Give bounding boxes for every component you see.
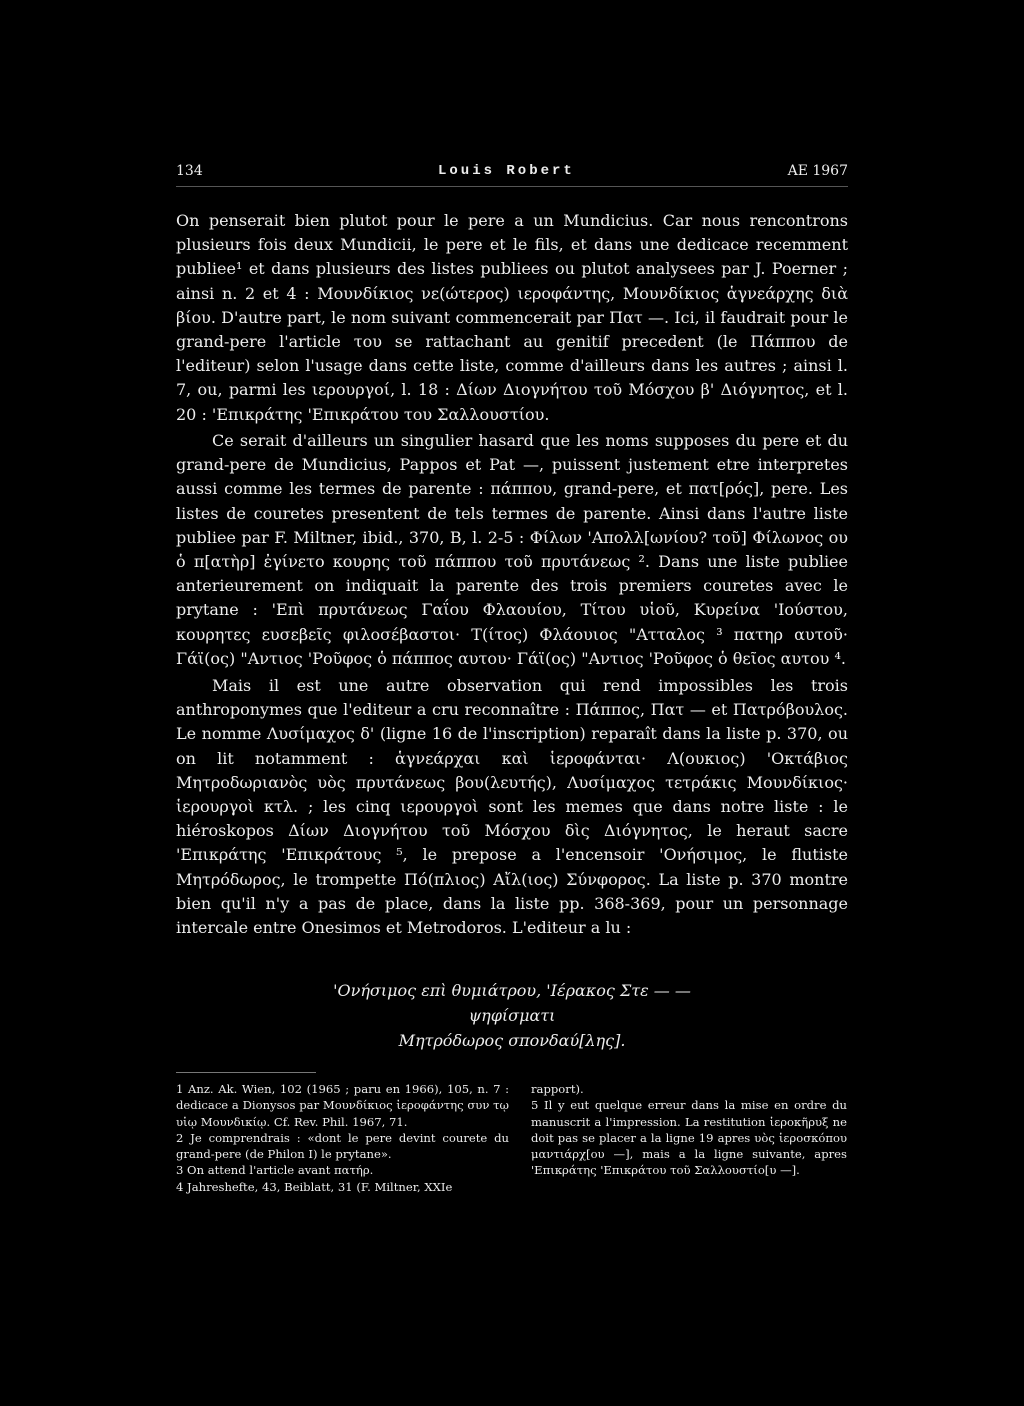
paragraph-text: On penserait bien plutot pour le pere a un Mundicius. Car nous rencontrons plusieurs fois deux Mundicii, le pere et le fils, et dans une dedicace recemment publiee¹ et dans plusieurs des listes publiees ou plutot analysees par J. Poerner ; ainsi n. 2 et 4 : Μουνδίκιος νε(ώτερος) ιεροφάντης, Μουνδίκιος ἁγνεάρχης διὰ βίου. D'autre part, le nom suivant commencerait par Πατ —. Ici, il faudrait pour le grand-pere l'article του se rattachant au genitif precedent (le Πάππου de l'editeur) selon l'usage dans cette liste, comme d'ailleurs dans les autres ; ainsi l. 7, ou, parmi les ιερουργοί, l. 18 : Δίων Διογνήτου τοῦ Μόσχου β' Διόγνητος, et l. 20 : 'Επικράτης 'Επικράτου του Σαλλουστίου.	[176, 211, 848, 424]
paragraph-text: Ce serait d'ailleurs un singulier hasard que les noms supposes du pere et du grand-pere de Mundicius, Pappos et Pat —, puissent justement etre interpretes aussi comme les termes de parente : πάππου, grand-pere, et πατ[ρός], pere. Les listes de couretes presentent de tels termes de parente. Ainsi dans l'autre liste publiee par F. Miltner, ibid., 370, B, l. 2-5 : Φίλων 'Απολλ[ωνίου? τοῦ] Φίλωνος ου ὁ π[ατὴρ] ἐγίνετο κουρης τοῦ πάππου τοῦ πρυτάνεως ². Dans une liste publiee anterieurement on indiquait la parente des trois premiers couretes avec le prytane : 'Επὶ πρυτάνεως Γαΐου Φλαουίου, Τίτου υἱοῦ, Κυρείνα 'Ιούστου, κουρητες ευσεβεῖς φιλοσέβαστοι· Τ(ίτος) Φλάουιος "Ατταλος ³ πατηρ αυτοῦ· Γάϊ(ος) "Αντιος 'Ροῦφος ὁ πάππος αυτου· Γάϊ(ος) "Αντιος 'Ροῦφος ὁ θεῖος αυτου ⁴.	[176, 431, 848, 668]
running-title: Louis Robert	[438, 163, 575, 179]
page-number: 134	[176, 163, 203, 179]
inscription-quote	[0, 978, 1024, 1053]
quote-line-2: ψηφίσματι	[468, 1006, 556, 1025]
running-header	[176, 163, 848, 183]
footnotes-left-column	[176, 1081, 509, 1195]
paragraph-text: Mais il est une autre observation qui rend impossibles les trois anthroponymes que l'editeur a cru reconnaître : Πάππος, Πατ — et Πατρόβουλος. Le nomme Λυσίμαχος δ' (ligne 16 de l'inscription) reparaît dans la liste p. 370, ou on lit notamment : ἁγνεάρχαι καὶ ἱεροφάνται· Λ(ουκιος) 'Οκτάβιος Μητροδωριανὸς υὸς πρυτάνεως βου(λευτής), Λυσίμαχος τετράκις Μουνδίκιος· ἱερουργοὶ κτλ. ; les cinq ιερουργοὶ sont les memes que dans notre liste : le hiéroskopos Δίων Διογνήτου τοῦ Μόσχου δὶς Διόγνητος, le heraut sacre 'Επικράτης 'Επικράτους ⁵, le prepose a l'encensoir 'Ονήσιμος, le flutiste Μητρόδωρος, le trompette Πό(πλιος) Αἴλ(ιος) Σύνφορος. La liste p. 370 montre bien qu'il n'y a pas de place, dans la liste pp. 368-369, pour un personnage intercale entre Onesimos et Metrodoros. L'editeur a lu :	[176, 676, 848, 938]
footnote-4-cont: rapport).	[531, 1082, 584, 1096]
footnote-1: 1 Anz. Ak. Wien, 102 (1965 ; paru en 1966), 105, n. 7 : dedicace a Dionysos par Μουνδίκιος ἱεροφάντης συν τῳ υἱῳ Μουνδικίῳ. Cf. Rev. Phil. 1967, 71.	[176, 1082, 509, 1129]
footnote-5: 5 Il y eut quelque erreur dans la mise en ordre du manuscrit a l'impression. La restitution ἱεροκῆρυξ ne doit pas se placer a la ligne 19 apres υὸς ἱεροσκόπου μαντιάρχ[ου —], mais a la ligne suivante, apres 'Επικράτης 'Επικράτου τοῦ Σαλλουστίο[υ —].	[531, 1098, 847, 1178]
body-paragraph-2	[176, 429, 848, 671]
footnote-4: 4 Jahreshefte, 43, Beiblatt, 31 (F. Miltner, XXIe	[176, 1179, 453, 1194]
footnote-3: 3 On attend l'article avant πατήρ.	[176, 1163, 374, 1178]
body-paragraph-1	[176, 209, 848, 427]
journal-ref: AE 1967	[787, 163, 848, 179]
footnotes-right-column	[531, 1081, 847, 1179]
quote-line-1: 'Ονήσιμος επὶ θυμιάτρου, 'Ιέρακος Στε — —	[333, 981, 691, 1000]
footnote-2: 2 Je comprendrais : «dont le pere devint courete du grand-pere (de Philon I) le prytane».	[176, 1130, 509, 1162]
quote-line-3: Μητρόδωρος σπονδαύ[λης].	[398, 1031, 626, 1050]
header-rule	[176, 186, 848, 187]
body-paragraph-3	[176, 674, 848, 940]
footnote-rule	[176, 1072, 316, 1073]
